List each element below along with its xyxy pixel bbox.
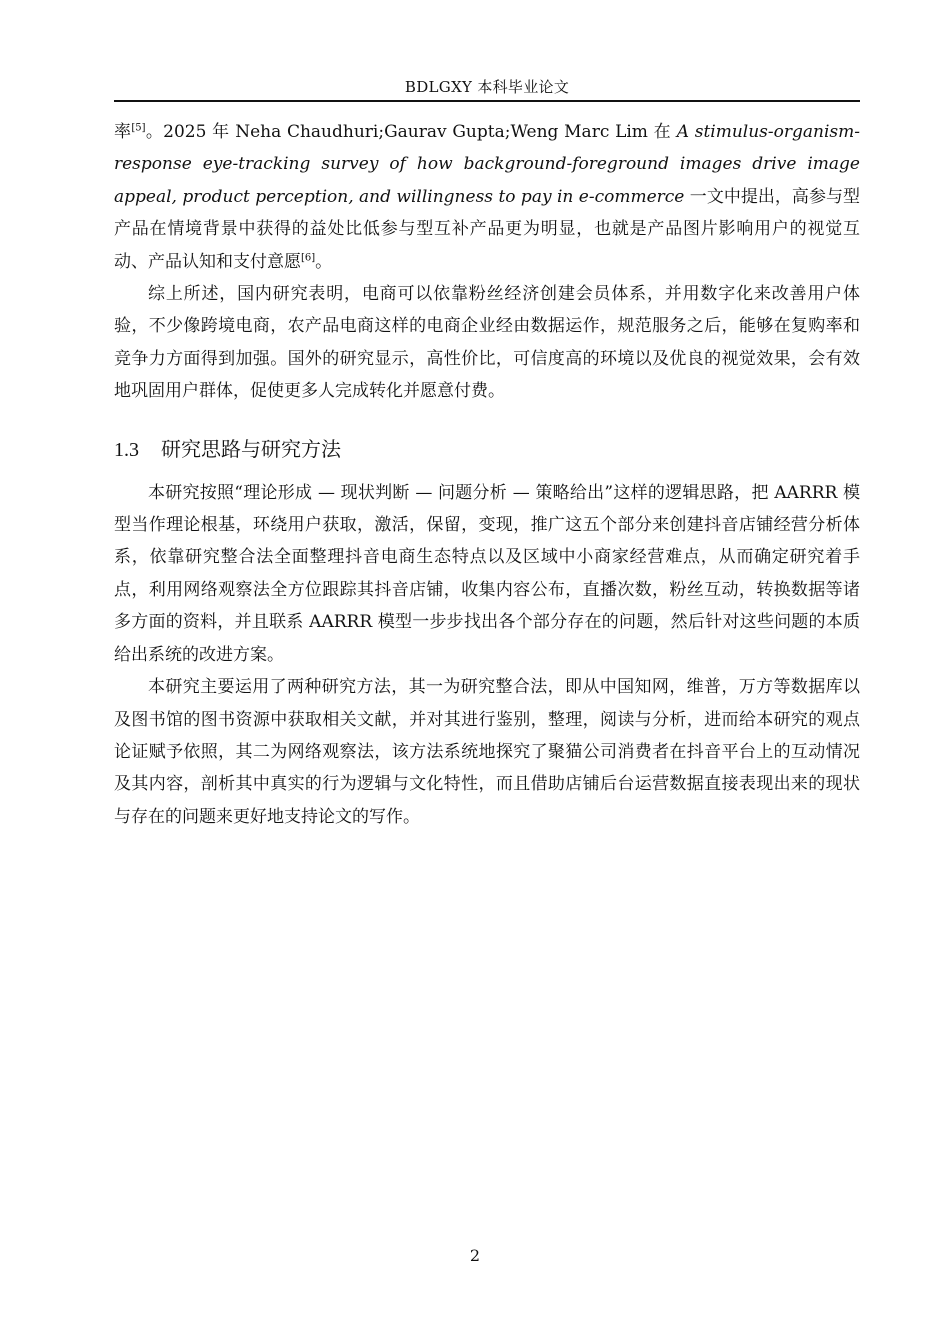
- section-number: 1.3: [114, 438, 139, 461]
- page-number: 2: [469, 1246, 481, 1265]
- citation-ref: [6]: [301, 251, 316, 263]
- text-run: 一文中提出，高参与型产品在情境背景中获得的益处比低参与型互补产品更为明显，也就是产品图片影响用户的视觉互动、产品认知和支付意愿: [114, 186, 861, 272]
- text-run: 。: [315, 251, 333, 272]
- paragraph-literature-foreign: [114, 116, 860, 278]
- paragraph-summary: 综上所述，国内研究表明，电商可以依靠粉丝经济创建会员体系，并用数字化来改善用户体验，不少像跨境电商，农产品电商这样的电商企业经由数据运作，规范服务之后，能够在复购率和竞争力方面得到加强。国外的研究显示，高性价比，可信度高的环境以及优良的视觉效果，会有效地巩固用户群体，促使更多人完成转化并愿意付费。: [114, 284, 860, 402]
- citation-ref: [5]: [131, 122, 146, 134]
- header-rule: [114, 100, 860, 102]
- section-title: 研究思路与研究方法: [161, 436, 341, 461]
- paragraph-research-approach: 本研究按照“理论形成 — 现状判断 — 问题分析 — 策略给出”这样的逻辑思路，把 AARRR 模型当作理论根基，环绕用户获取，激活，保留，变现，推广这五个部分来创建抖音店铺经营分析体系，依靠研究整合法全面整理抖音电商生态特点以及区域中小商家经营难点，从而确定研究着手点，利用网络观察法全方位跟踪其抖音店铺，收集内容公布，直播次数，粉丝互动，转换数据等诸多方面的资料，并且联系 AARRR 模型一步步找出各个部分存在的问题，然后针对这些问题的本质给出系统的改进方案。: [114, 482, 860, 665]
- cited-paper-title: A stimulus-organism-response eye-tracking survey of how background-foreground images drive image appeal, product perception, and willingness to pay in e-commerce: [114, 122, 860, 207]
- text-run: 率: [114, 122, 132, 142]
- running-header: BDLGXY 本科毕业论文: [404, 78, 570, 96]
- paragraph-research-methods: 本研究主要运用了两种研究方法，其一为研究整合法，即从中国知网，维普，万方等数据库以及图书馆的图书资源中获取相关文献，并对其进行鉴别，整理，阅读与分析，进而给本研究的观点论证赋予依照，其二为网络观察法，该方法系统地探究了聚猫公司消费者在抖音平台上的互动情况及其内容，剖析其中真实的行为逻辑与文化特性，而且借助店铺后台运营数据直接表现出来的现状与存在的问题来更好地支持论文的写作。: [114, 677, 860, 827]
- page-body: [114, 116, 860, 833]
- section-heading: [114, 434, 860, 465]
- text-run: 。2025 年 Neha Chaudhuri;Gaurav Gupta;Weng Marc Lim 在: [145, 122, 677, 142]
